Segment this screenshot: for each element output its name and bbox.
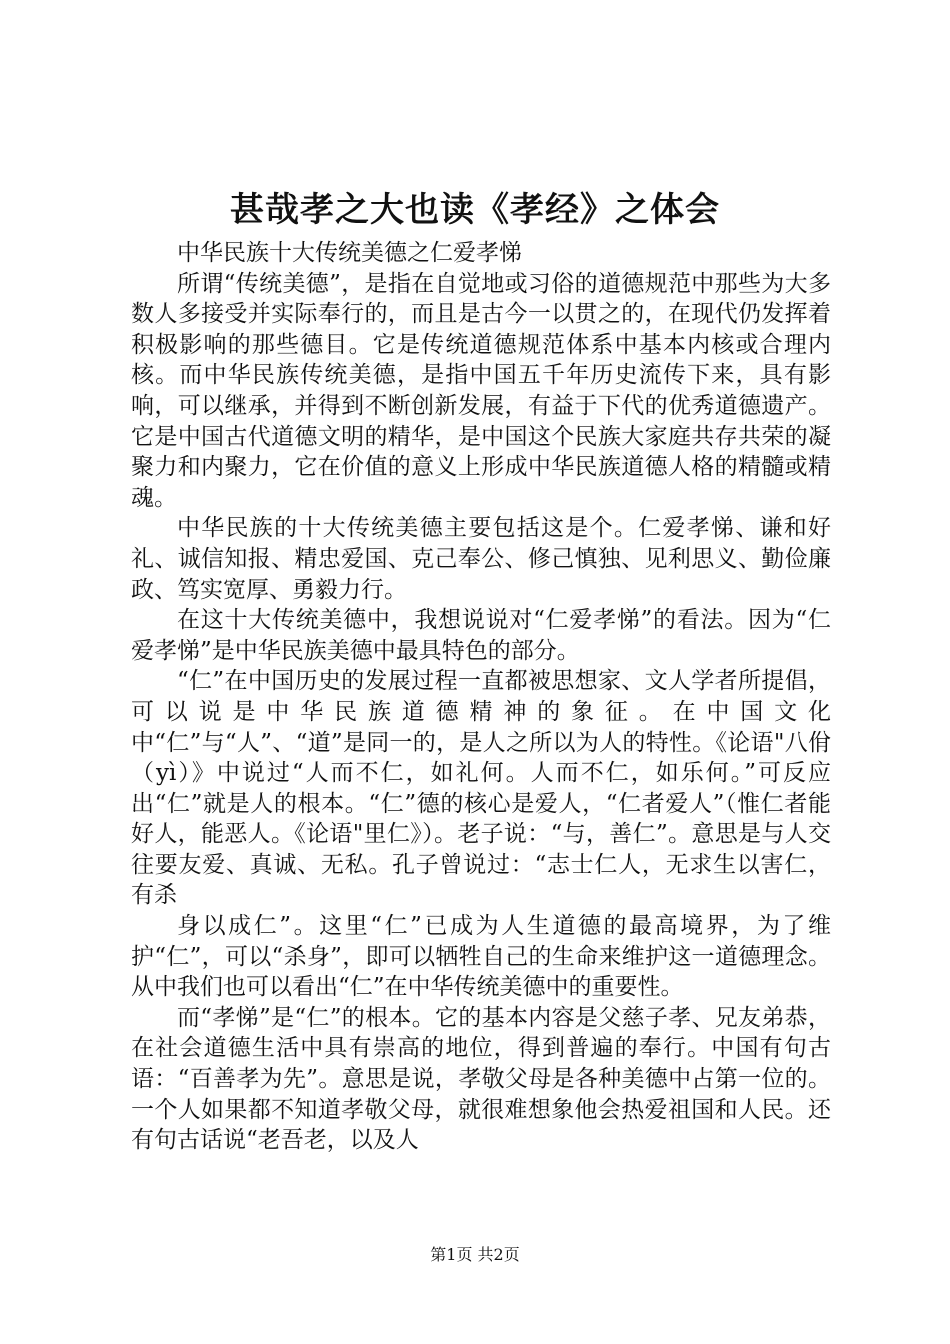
paragraph: 在这十大传统美德中，我想说说对“仁爱孝悌”的看法。因为“仁爱孝悌”是中华民族美德中最具特色的部分。	[131, 607, 831, 664]
paragraph: 而“孝悌”是“仁”的根本。它的基本内容是父慈子孝、兄友弟恭，在社会道德生活中具有崇高的地位，得到普遍的奉行。中国有句古语：“百善孝为先”。意思是说，孝敬父母是各种美德中占第一位的。一个人如果都不知道孝敬父母，就很难想象他会热爱祖国和人民。还有句古话说“老吾老，以及人	[131, 1004, 831, 1154]
page-footer: 第1页 共2页	[430, 1245, 520, 1264]
paragraph: 身以成仁”。这里“仁”已成为人生道德的最高境界，为了维护“仁”，可以“杀身”，即可以牺牲自己的生命来维护这一道德理念。从中我们也可以看出“仁”在中华传统美德中的重要性。	[131, 913, 831, 1001]
paragraph: 所谓“传统美德”，是指在自觉地或习俗的道德规范中那些为大多数人多接受并实际奉行的，而且是古今一以贯之的，在现代仍发挥着积极影响的那些德目。它是传统道德规范体系中基本内核或合理内核。而中华民族传统美德，是指中国五千年历史流传下来，具有影响，可以继承，并得到不断创新发展，有益于下代的优秀道德遗产。它是中国古代道德文明的精华，是中国这个民族大家庭共存共荣的凝聚力和内聚力，它在价值的意义上形成中华民族道德人格的精髓或精魂。	[131, 270, 831, 511]
document-body	[131, 238, 831, 1156]
paragraph: “仁”在中国历史的发展过程一直都被思想家、文人学者所提倡，可以说是中华民族道德精神的象征。在中国文化中“仁”与“人”、“道”是同一的，是人之所以为人的特性。《论语"八佾（yì）》中说过“人而不仁，如礼何。人而不仁，如乐何。”可反应出“仁”就是人的根本。“仁”德的核心是爱人，“仁者爱人”（惟仁者能好人，能恶人。《论语"里仁》）。老子说：“与，善仁”。意思是与人交往要友爱、真诚、无私。孔子曾说过：“志士仁人，无求生以害仁，有杀	[131, 668, 831, 909]
paragraph: 中华民族的十大传统美德主要包括这是个。仁爱孝悌、谦和好礼、诚信知报、精忠爱国、克己奉公、修己慎独、见利思义、勤俭廉政、笃实宽厚、勇毅力行。	[131, 515, 831, 603]
paragraph-subtitle: 中华民族十大传统美德之仁爱孝悌	[177, 240, 522, 266]
document-title: 甚哉孝之大也读《孝经》之体会	[230, 190, 720, 230]
